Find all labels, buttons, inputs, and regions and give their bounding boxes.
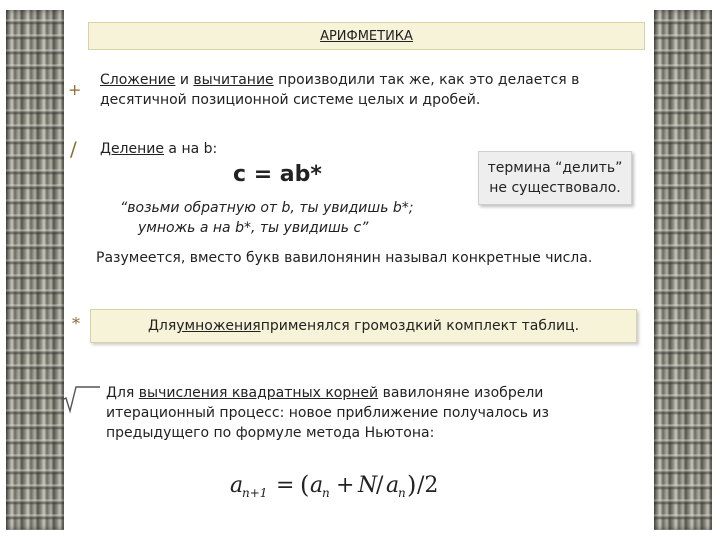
formula-close-paren: ) xyxy=(407,471,417,499)
note-line2: не существовало. xyxy=(489,180,621,196)
remark-text: Разумеется, вместо букв вавилонянин называл конкретные числа. xyxy=(96,250,593,266)
sqrt-line2: итерационный процесс: новое приближение получалось из xyxy=(106,405,549,421)
sqrt-post: вавилоняне изобрели xyxy=(378,385,544,401)
formula-div2: /2 xyxy=(417,473,439,498)
formula-a: a xyxy=(230,473,244,498)
newton-formula xyxy=(230,466,460,502)
note-line1: термина “делить” xyxy=(487,160,623,176)
multiplication-bar xyxy=(90,309,637,343)
quote-line2: умножь a на b*, ты увидишь c” xyxy=(138,220,369,236)
multiplication-term: умножения xyxy=(176,318,261,334)
square-root-icon xyxy=(58,384,102,414)
cuneiform-tablet-left xyxy=(6,10,64,530)
formula-sub-n1: n+1 xyxy=(242,486,268,500)
addition-line2: десятичной позиционной системе целых и дробей. xyxy=(100,92,481,108)
title-text: АРИФМЕТИКА xyxy=(320,28,413,44)
division-heading xyxy=(100,139,217,159)
addition-line1-rest: производили так же, как это делается в xyxy=(273,72,580,88)
formula-sub-n-2: n xyxy=(398,486,406,500)
division-term: Деление xyxy=(100,141,164,157)
formula-N: N xyxy=(358,473,378,498)
formula-sub-n: n xyxy=(322,486,330,500)
sqrt-paragraph xyxy=(106,383,549,443)
division-rest: a на b: xyxy=(163,141,218,157)
formula-a3: a xyxy=(386,473,400,498)
page-title xyxy=(88,22,645,50)
subtraction-term: вычитание xyxy=(193,72,274,88)
addition-and: и xyxy=(175,72,194,88)
mult-pre: Для xyxy=(147,318,177,334)
division-quote xyxy=(120,198,414,238)
formula-slash: / xyxy=(376,473,384,498)
addition-paragraph xyxy=(100,70,579,110)
star-bullet: * xyxy=(72,314,80,333)
quote-line1: “возьми обратную от b, ты увидишь b*; xyxy=(120,200,414,216)
formula-plus: + xyxy=(336,473,355,498)
formula-eq: = xyxy=(276,473,295,498)
cuneiform-tablet-right xyxy=(654,10,712,530)
addition-term: Сложение xyxy=(100,72,176,88)
division-formula: c = ab* xyxy=(233,162,322,187)
plus-bullet: + xyxy=(68,80,82,99)
note-box xyxy=(478,151,632,205)
slash-bullet: / xyxy=(70,137,77,161)
mult-post: применялся громоздкий комплект таблиц. xyxy=(260,318,580,334)
sqrt-line3: предыдущего по формуле метода Ньютона: xyxy=(106,425,435,441)
sqrt-pre: Для xyxy=(106,385,139,401)
formula-a2: a xyxy=(310,473,324,498)
sqrt-term: вычисления квадратных корней xyxy=(138,385,379,401)
formula-open-paren: ( xyxy=(300,471,310,499)
